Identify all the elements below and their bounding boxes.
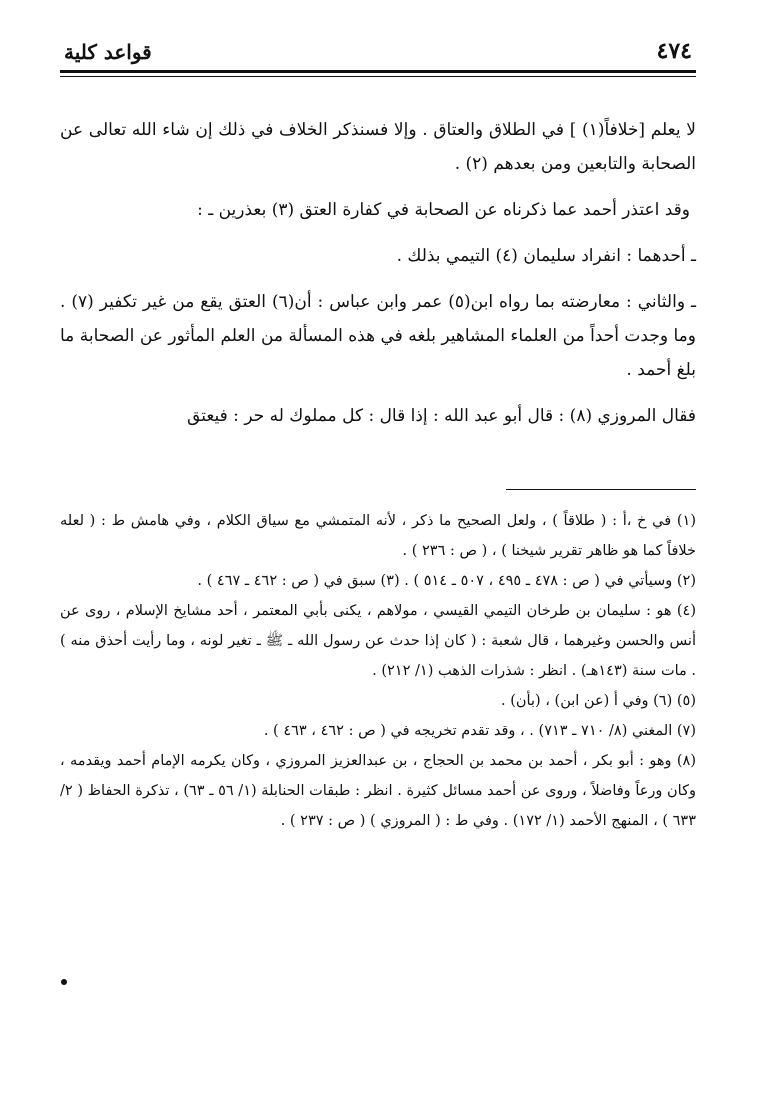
footnotes	[60, 506, 696, 836]
main-text	[60, 113, 696, 433]
footnote-separator	[506, 489, 696, 490]
footnote-8: (٨) وهو : أبو بكر ، أحمد بن محمد بن الحجاج ، بن عبدالعزيز المروزي ، وكان يكرمه الإمام أحمد ويقدمه ، وكان ورعاً وفاضلاً ، وروى عن أحمد مسائل كثيرة . انظر : طبقات الحنابلة (١/ ٥٦ ـ ٦٣) ، تذكرة الحفاظ ( ٢/ ٦٣٣ ) ، المنهج الأحمد (١/ ١٧٢) . وفي ط : ( المروزي ) ( ص : ٢٣٧ ) .	[60, 753, 697, 829]
paragraph-4: ـ والثاني : معارضته بما رواه ابن(٥) عمر وابن عباس : أن(٦) العتق يقع من غير تكفير (٧) . وما وجدت أحداً من العلماء المشاهير بلغه في هذه المسألة من العلم المأثور عن الصحابة ما بلغ أحمد .	[60, 292, 696, 380]
margin-dot	[61, 979, 67, 985]
header-rule-thick	[60, 70, 696, 73]
header-rule-thin	[60, 76, 696, 77]
page-number: ٤٧٤	[656, 38, 692, 64]
paragraph-1: لا يعلم [خلافاً(١) ] في الطلاق والعتاق . وإلا فسنذكر الخلاف في ذلك إن شاء الله تعالى عن الصحابة والتابعين ومن بعدهم (٢) .	[60, 120, 696, 174]
paragraph-3: ـ أحدهما : انفراد سليمان (٤) التيمي بذلك .	[396, 246, 696, 266]
footnote-7: (٧) المغني (٨/ ٧١٠ ـ ٧١٣) . ، وقد تقدم تخريجه في ( ص : ٤٦٢ ، ٤٦٣ ) .	[263, 723, 696, 739]
page-header	[60, 36, 696, 68]
book-page	[60, 36, 696, 836]
running-title: قواعد كلية	[64, 40, 152, 64]
paragraph-5: فقال المروزي (٨) : قال أبو عبد الله : إذا قال : كل مملوك له حر : فيعتق	[187, 406, 696, 426]
footnote-1: (١) في خ ،أ : ( طلاقاً ) ، ولعل الصحيح ما ذكر ، لأنه المتمشي مع سياق الكلام ، وفي هامش ط : ( لعله خلافاً كما هو ظاهر تقرير شيخنا ) ، ( ص : ٢٣٦ ) .	[60, 513, 696, 559]
footnote-separator-wrap	[60, 445, 696, 490]
footnote-4: (٤) هو : سليمان بن طرخان التيمي القيسي ، مولاهم ، يكنى بأبي المعتمر ، أحد مشايخ الإسلام ، روى عن أنس والحسن وغيرهما ، قال شعبة : ( كان إذا حدث عن رسول الله ـ ﷺ ـ تغير لونه ، وما رأيت أحذق منه ) . مات سنة (١٤٣هـ) . انظر : شذرات الذهب (١/ ٢١٢) .	[60, 603, 696, 679]
footnote-5-6: (٥) (٦) وفي أ (عن ابن) ، (بأن) .	[501, 693, 696, 709]
paragraph-2: وقد اعتذر أحمد عما ذكرناه عن الصحابة في كفارة العتق (٣) بعذرين ـ :	[197, 200, 690, 220]
footnote-2-3: (٢) وسيأتي في ( ص : ٤٧٨ ـ ٤٩٥ ، ٥٠٧ ـ ٥١٤ ) . (٣) سبق في ( ص : ٤٦٢ ـ ٤٦٧ ) .	[197, 573, 696, 589]
